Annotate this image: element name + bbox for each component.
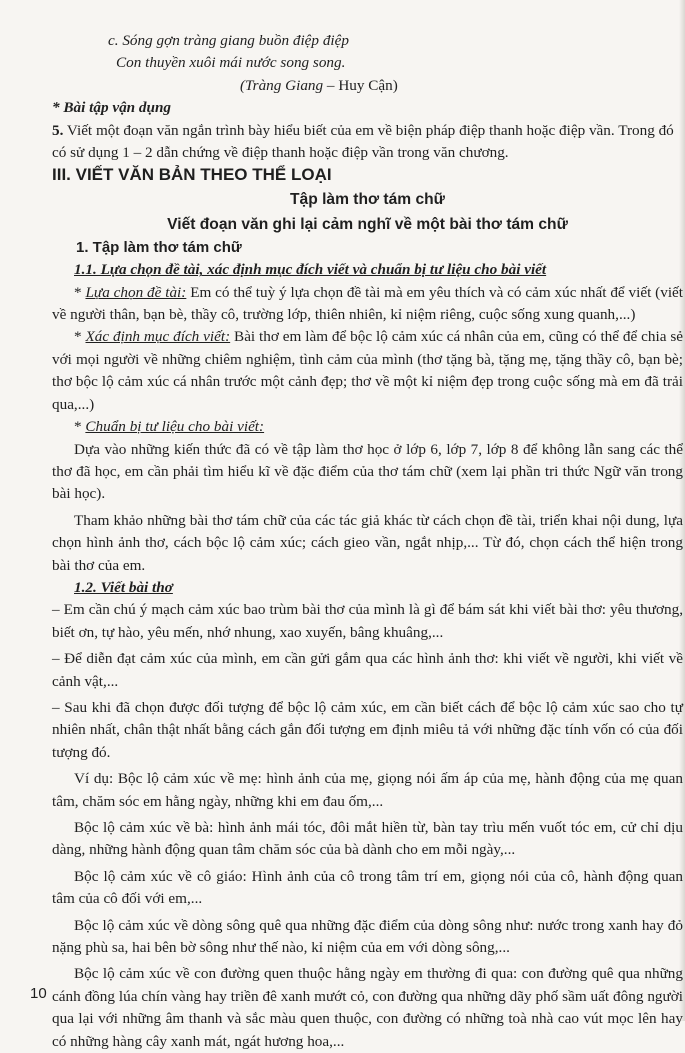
section-subtitle: Viết đoạn văn ghi lại cảm nghĩ về một bài thơ tám chữ	[167, 215, 568, 233]
label-topic: Lựa chọn đề tài:	[85, 283, 187, 301]
paragraph: Tham khảo những bài thơ tám chữ của các tác giả khác từ cách chọn đề tài, triển khai nội dung, lựa chọn hình ảnh thơ, cách bộc lộ cảm xúc; cách gieo vần, ngắt nhịp,... Từ đó, chọn cách thể hiện trong bài thơ của em.	[52, 511, 683, 574]
exercise-number: 5.	[52, 121, 64, 139]
dash-item: – Sau khi đã chọn được đối tượng để bộc lộ cảm xúc, em cần biết cách để bộc lộ cảm xúc sao cho tự nhiên nhất, chân thật nhất bằng cách gắn đối tượng em định miêu tả với những đặc tính vốn có của đối tượng đó.	[52, 698, 683, 761]
poem-excerpt-c	[52, 30, 683, 75]
label-prepare: Chuẩn bị tư liệu cho bài viết:	[85, 418, 265, 436]
paragraph-prepare: * Chuẩn bị tư liệu cho bài viết:	[74, 418, 265, 436]
subheading-1: 1. Tập làm thơ tám chữ	[76, 238, 242, 256]
section-heading: III. VIẾT VĂN BẢN THEO THỂ LOẠI	[52, 165, 332, 185]
dash-item: – Để diễn đạt cảm xúc của mình, em cần gửi gắm qua các hình ảnh thơ: khi viết về người, khi viết về cảnh vật,...	[52, 650, 683, 690]
exercise-text: Viết một đoạn văn ngắn trình bày hiểu biết của em về biện pháp điệp thanh hoặc điệp vần. Trong đó có sử dụng 1 – 2 dẫn chứng về điệp thanh hoặc điệp vần trong văn chương.	[52, 121, 674, 162]
paragraph-purpose: * Xác định mục đích viết: Bài thơ em làm để bộc lộ cảm xúc cá nhân của em, cũng có thể để chia sẻ với mọi người về những chiêm nghiệm, tình cảm của mình (thơ tặng bà, tặng mẹ, tặng thầy cô, bạn bè; thơ bộc lộ cảm xúc cá nhân trước một cảnh đẹp; thơ về một kỉ niệm đẹp trong cuộc sống mà em đã trải qua,...)	[52, 328, 683, 413]
section-title: Tập làm thơ tám chữ	[290, 190, 445, 208]
subheading-1-1: 1.1. Lựa chọn đề tài, xác định mục đích viết và chuẩn bị tư liệu cho bài viết	[74, 261, 547, 279]
dash-item: – Em cần chú ý mạch cảm xúc bao trùm bài thơ của mình là gì để bám sát khi viết bài thơ: yêu thương, biết ơn, tự hào, yêu mến, nhớ nhung, xao xuyến, bâng khuâng,...	[52, 601, 683, 641]
paragraph: Dựa vào những kiến thức đã có về tập làm thơ học ở lớp 6, lớp 7, lớp 8 để không lẫn sang các thể thơ đã học, em cần phải tìm hiểu kĩ về đặc điểm của thơ tám chữ (xem lại phần tri thức Ngữ văn trong bài học).	[52, 440, 683, 503]
example-paragraph: Bộc lộ cảm xúc về con đường quen thuộc hằng ngày em thường đi qua: con đường quê qua những cánh đồng lúa chín vàng hay triền đê xanh mướt cỏ, con đường qua những dãy phố sầm uất đông người qua lại với những âm thanh và sắc màu quen thuộc, con đường có những toà nhà cao vút mọc lên hay có những hàng cây xanh mát, ngát hương hoa,...	[52, 965, 683, 1050]
example-paragraph: Bộc lộ cảm xúc về dòng sông quê qua những đặc điểm của dòng sông như: nước trong xanh hay đỏ nặng phù sa, hai bên bờ sông như thế nào, kỉ niệm của em với dòng sông,...	[52, 916, 683, 957]
example-paragraph: Ví dụ: Bộc lộ cảm xúc về mẹ: hình ảnh của mẹ, giọng nói ấm áp của mẹ, hành động của mẹ quan tâm, chăm sóc em hằng ngày, những khi em đau ốm,...	[52, 770, 683, 810]
document-page	[52, 30, 683, 1053]
paragraph-topic: * Lựa chọn đề tài: Em có thể tuỳ ý lựa chọn đề tài mà em yêu thích và có cảm xúc nhất để viết (viết về người thân, bạn bè, thầy cô, trường lớp, thiên nhiên, kỉ niệm riêng, cuộc sống xung quanh,...)	[52, 283, 683, 324]
paragraph-text: Em có thể tuỳ ý lựa chọn đề tài mà em yêu thích và có cảm xúc nhất để viết (viết về người thân, bạn bè, thầy cô, trường lớp, thiên nhiên, kỉ niệm riêng, cuộc sống xung quanh,...)	[52, 283, 683, 324]
exercise-5	[52, 120, 683, 165]
example-paragraph: Bộc lộ cảm xúc về bà: hình ảnh mái tóc, đôi mắt hiền từ, bàn tay trìu mến vuốt tóc em, cử chỉ dịu dàng, những hành động quan tâm chăm sóc của bà dành cho em mỗi ngày,...	[52, 819, 683, 859]
poem-line: c. Sóng gợn tràng giang buồn điệp điệp	[108, 32, 349, 49]
example-paragraph: Bộc lộ cảm xúc về cô giáo: Hình ảnh của cô trong tâm trí em, giọng nói của cô, hành động quan tâm của cô đối với em,...	[52, 867, 683, 908]
poem-source-title: (Tràng Giang	[240, 76, 324, 94]
paragraph-text: Bài thơ em làm để bộc lộ cảm xúc cá nhân của em, cũng có thể để chia sẻ với mọi người về những chiêm nghiệm, tình cảm của mình (thơ tặng bà, tặng mẹ, tặng thầy cô, bạn bè; thơ bộc lộ cảm xúc cá nhân trước một cảnh đẹp; thơ về một kỉ niệm đẹp trong cuộc sống mà em đã trải qua,...)	[52, 328, 683, 413]
label-purpose: Xác định mục đích viết:	[85, 328, 231, 346]
subheading-1-2: 1.2. Viết bài thơ	[74, 578, 173, 596]
page-number: 10	[30, 985, 47, 1002]
poem-source	[52, 75, 683, 97]
poem-source-author: – Huy Cận)	[323, 76, 398, 94]
poem-line: Con thuyền xuôi mái nước song song.	[116, 54, 346, 72]
exercise-heading: * Bài tập vận dụng	[52, 99, 171, 117]
